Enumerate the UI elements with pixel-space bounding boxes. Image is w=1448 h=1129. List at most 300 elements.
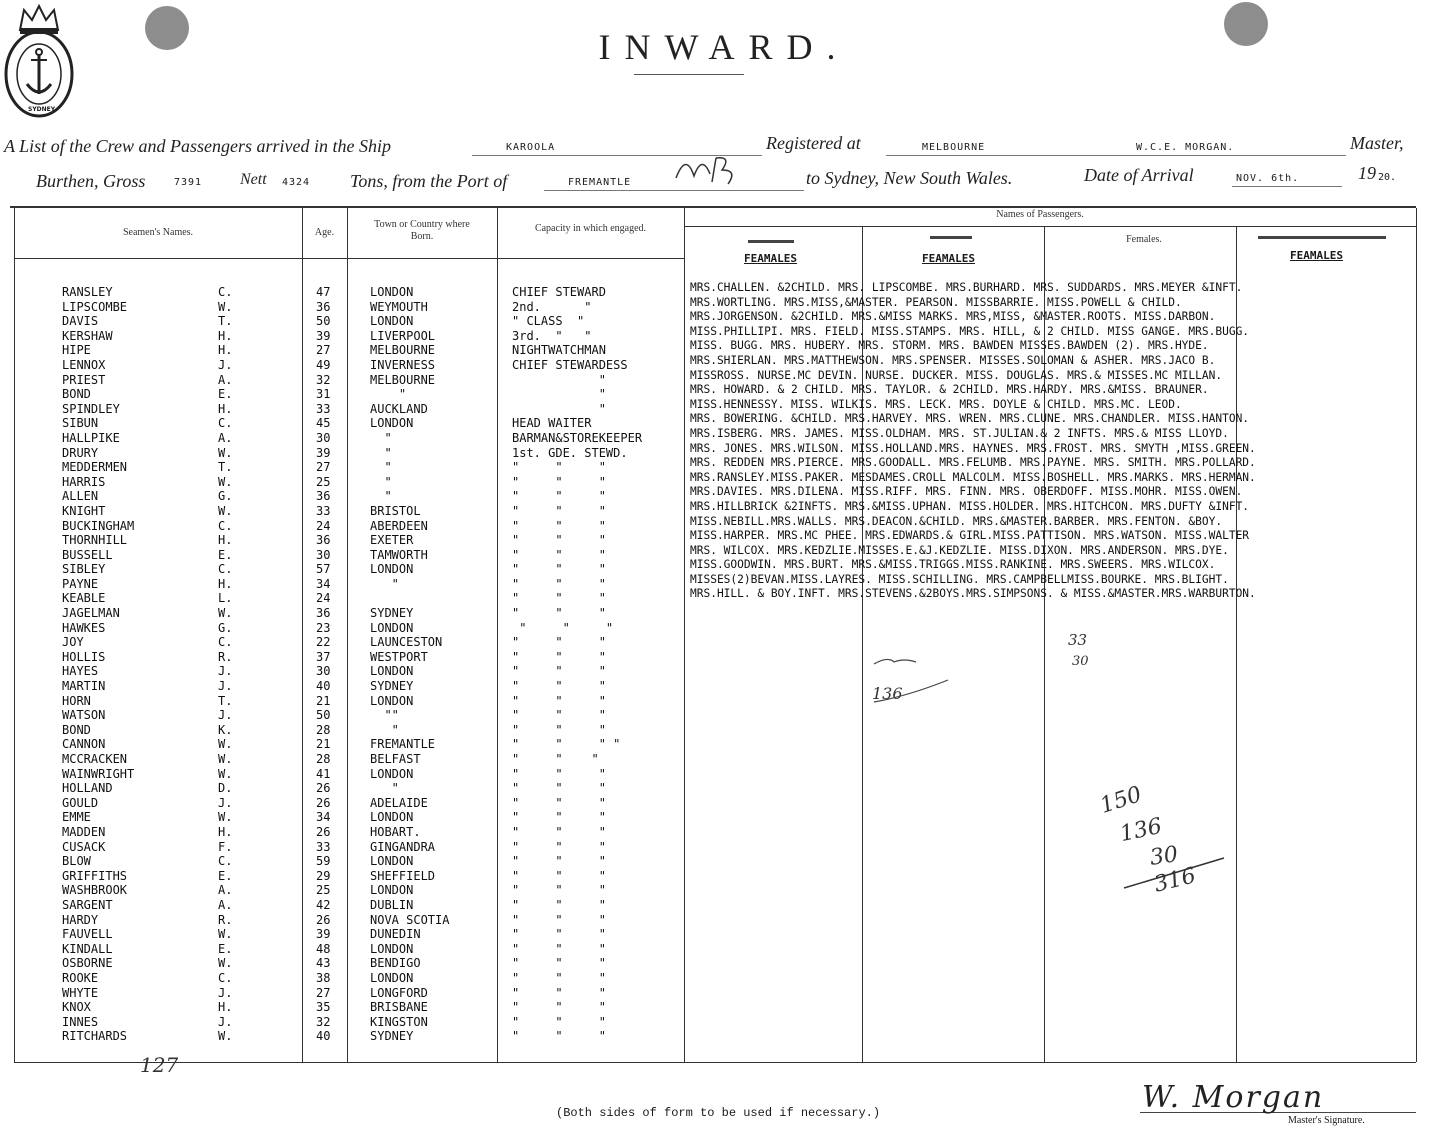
crew-surname: WAINWRIGHT bbox=[62, 766, 135, 781]
crew-capacity: NIGHTWATCHMAN bbox=[512, 343, 606, 358]
crew-capacity: " " " bbox=[512, 460, 606, 475]
crew-capacity: " CLASS " bbox=[512, 314, 585, 329]
col-rule-1 bbox=[14, 208, 15, 1062]
form-title: INWARD. bbox=[598, 27, 850, 67]
crew-surname: HORN bbox=[62, 693, 91, 708]
crew-surname: THORNHILL bbox=[62, 533, 128, 548]
crew-capacity: " " " bbox=[512, 576, 606, 591]
col-town: Town or Country where Born. bbox=[374, 219, 470, 242]
crew-town: LONDON bbox=[370, 285, 414, 299]
crew-surname: CUSACK bbox=[62, 839, 106, 854]
crew-age: 32 bbox=[316, 1014, 331, 1029]
year-suffix: 20. bbox=[1378, 172, 1397, 183]
crew-initial: H. bbox=[218, 1000, 233, 1015]
crew-age: 48 bbox=[316, 941, 331, 956]
crew-capacity: 1st. GDE. STEWD. bbox=[512, 445, 628, 460]
crew-age: 39 bbox=[316, 445, 331, 460]
crew-age: 28 bbox=[316, 752, 331, 766]
header-prefix: A List of the Crew and Passengers arrived in the Ship bbox=[4, 136, 391, 156]
crew-surname-column bbox=[62, 285, 134, 1044]
crew-capacity: " " " bbox=[512, 927, 606, 942]
crew-capacity: " " " bbox=[512, 883, 606, 898]
passenger-line: MRS. HOWARD. & 2 CHILD. MRS. TAYLOR. & 2CHILD. MRS.HARDY. MRS.&MISS. BRAUNER. bbox=[690, 383, 1209, 397]
crew-surname: MADDEN bbox=[62, 824, 106, 839]
crew-town: LONDON bbox=[370, 854, 414, 869]
crew-surname: RANSLEY bbox=[62, 285, 113, 299]
crew-town: LONDON bbox=[370, 416, 414, 431]
crew-age: 21 bbox=[316, 737, 331, 752]
crew-age: 21 bbox=[316, 693, 331, 708]
crew-age: 50 bbox=[316, 708, 331, 723]
crew-town: KINGSTON bbox=[370, 1014, 428, 1029]
registered-label: Registered at bbox=[766, 133, 861, 153]
crew-town bbox=[370, 591, 449, 606]
crew-surname: HARDY bbox=[62, 912, 99, 927]
crew-initial: C. bbox=[218, 854, 233, 869]
crew-age: 33 bbox=[316, 503, 331, 518]
passenger-line: MISS.GOODWIN. MRS.BURT. MRS.&MISS.TRIGGS.MISS.RANKINE. MRS.SWEERS. MRS.WILCOX. bbox=[690, 558, 1216, 572]
crew-capacity: " " " bbox=[512, 824, 606, 839]
crew-initial: T. bbox=[218, 693, 233, 708]
crew-town: LONDON bbox=[370, 766, 414, 781]
crew-town: AUCKLAND bbox=[370, 401, 428, 416]
crew-age: 29 bbox=[316, 868, 331, 883]
feamales-label-3: FEAMALES bbox=[1290, 249, 1343, 262]
crew-initial: J. bbox=[218, 795, 233, 810]
sum-30: 30 bbox=[1148, 842, 1180, 871]
col-passengers: Names of Passengers. bbox=[996, 209, 1084, 220]
crew-age: 30 bbox=[316, 547, 331, 562]
crew-capacity: " " " bbox=[512, 970, 606, 985]
crew-age: 35 bbox=[316, 1000, 331, 1015]
crew-capacity: " " " bbox=[512, 839, 606, 854]
strike-3 bbox=[1258, 236, 1386, 239]
table-top-rule bbox=[10, 206, 1416, 208]
crew-age: 26 bbox=[316, 795, 331, 810]
crew-town: " bbox=[370, 460, 392, 475]
passenger-line: MRS. REDDEN MRS.PIERCE. MRS.GOODALL. MRS.FELUMB. MRS.PAYNE. MRS. SMITH. MRS.POLLARD. bbox=[690, 456, 1256, 470]
crew-initial: L. bbox=[218, 591, 233, 606]
crew-town: ADELAIDE bbox=[370, 795, 428, 810]
crew-surname: BLOW bbox=[62, 854, 91, 869]
crew-age: 34 bbox=[316, 576, 331, 591]
crew-surname: SARGENT bbox=[62, 897, 113, 912]
crew-town: SYDNEY bbox=[370, 1029, 414, 1044]
crew-initial: W. bbox=[218, 503, 233, 518]
crew-age: 27 bbox=[316, 343, 331, 358]
passenger-line: MRS.HILLBRICK &2INFTS. MRS.&MISS.UPHAN. MISS.HOLDER. MRS.HITCHCON. MRS.DUFTY &INFT. bbox=[690, 499, 1250, 513]
crew-capacity: " " " bbox=[512, 664, 606, 679]
crew-capacity: " " " bbox=[512, 518, 606, 533]
crew-initial-column bbox=[218, 285, 232, 1044]
crew-town: LONDON bbox=[370, 970, 414, 985]
crew-surname: GRIFFITHS bbox=[62, 868, 128, 883]
crew-age: 36 bbox=[316, 489, 331, 504]
crew-age: 27 bbox=[316, 460, 331, 475]
crew-surname: HARRIS bbox=[62, 474, 106, 489]
crew-initial: D. bbox=[218, 781, 233, 796]
crew-capacity: HEAD WAITER bbox=[512, 416, 592, 431]
crew-age: 32 bbox=[316, 372, 331, 387]
crew-initial: A. bbox=[218, 897, 233, 912]
from-port: FREMANTLE bbox=[568, 177, 632, 188]
nett-tons: 4324 bbox=[282, 177, 311, 188]
crew-capacity: " " " bbox=[512, 562, 606, 577]
crew-initial: W. bbox=[218, 752, 233, 766]
port-line bbox=[886, 155, 1346, 156]
crew-age: 38 bbox=[316, 970, 331, 985]
passenger-line: MRS.WORTLING. MRS.MISS,&MASTER. PEARSON. MISSBARRIE. MISS.POWELL & CHILD. bbox=[690, 295, 1182, 309]
crew-surname: EMME bbox=[62, 810, 91, 825]
sum-150: 150 bbox=[1097, 782, 1145, 819]
crew-town: " bbox=[370, 430, 392, 445]
crew-initial: E. bbox=[218, 547, 233, 562]
crew-surname: GOULD bbox=[62, 795, 99, 810]
note-30: 30 bbox=[1072, 654, 1089, 669]
crew-initial: W. bbox=[218, 445, 233, 460]
crew-capacity: BARMAN&STOREKEEPER bbox=[512, 430, 643, 445]
sum-136: 136 bbox=[1117, 813, 1165, 848]
crew-initial: R. bbox=[218, 649, 233, 664]
crew-capacity: " " " bbox=[512, 533, 606, 548]
feamales-label-2: FEAMALES bbox=[922, 252, 975, 265]
crew-age: 26 bbox=[316, 824, 331, 839]
col-seamen-names: Seamen's Names. bbox=[122, 227, 194, 238]
crew-capacity: " " " bbox=[512, 708, 606, 723]
crew-surname: SPINDLEY bbox=[62, 401, 120, 416]
crew-capacity: " bbox=[512, 372, 606, 387]
note-136: 136 bbox=[872, 684, 903, 703]
crew-town: "" bbox=[370, 708, 399, 723]
crew-surname: ALLEN bbox=[62, 489, 99, 504]
crew-town: LONDON bbox=[370, 810, 414, 825]
crew-initial: A. bbox=[218, 372, 233, 387]
crew-town: ABERDEEN bbox=[370, 518, 428, 533]
burthen-label: Burthen, Gross bbox=[36, 171, 146, 191]
crew-age: 50 bbox=[316, 314, 331, 329]
sum-316: 316 bbox=[1151, 863, 1199, 898]
crew-initial: C. bbox=[218, 562, 233, 577]
crew-town: LONDON bbox=[370, 562, 414, 577]
crew-town-column bbox=[370, 285, 449, 1044]
crew-surname: PAYNE bbox=[62, 576, 99, 591]
gross-tons: 7391 bbox=[174, 177, 203, 188]
crew-age: 31 bbox=[316, 387, 331, 402]
crew-town: NOVA SCOTIA bbox=[370, 912, 450, 927]
crew-age-column bbox=[316, 285, 330, 1044]
crew-initial: W. bbox=[218, 737, 233, 752]
col-females-small: Females. bbox=[1126, 234, 1162, 245]
crew-age: 26 bbox=[316, 781, 331, 796]
crew-capacity: " " " bbox=[512, 722, 606, 737]
crew-capacity: " " " bbox=[512, 781, 606, 796]
crew-surname: KNOX bbox=[62, 1000, 91, 1015]
crew-initial: C. bbox=[218, 970, 233, 985]
crew-capacity: 3rd. " " bbox=[512, 328, 592, 343]
crew-initial: R. bbox=[218, 912, 233, 927]
crew-initial: C. bbox=[218, 635, 233, 650]
crew-initial: H. bbox=[218, 824, 233, 839]
crew-capacity: " " " bbox=[512, 795, 606, 810]
crew-capacity: " " " bbox=[512, 897, 606, 912]
crew-town: " bbox=[370, 781, 399, 796]
col-age: Age. bbox=[314, 227, 335, 238]
crew-town: LONDON bbox=[370, 693, 414, 708]
passenger-line: MISSES(2)BEVAN.MISS.LAYRES. MISS.SCHILLING. MRS.CAMPBELLMISS.BOURKE. MRS.BLIGHT. bbox=[690, 572, 1229, 586]
crew-capacity: " " " bbox=[512, 547, 606, 562]
crew-age: 24 bbox=[316, 591, 331, 606]
crew-surname: KINDALL bbox=[62, 941, 113, 956]
crew-initial: H. bbox=[218, 343, 233, 358]
crew-capacity: " " " bbox=[512, 606, 606, 621]
passenger-line: MRS. JONES. MRS.WILSON. MISS.HOLLAND.MRS. HAYNES. MRS.FROST. MRS. SMYTH ,MISS.GREEN. bbox=[690, 441, 1256, 455]
master-name: W.C.E. MORGAN. bbox=[1136, 142, 1235, 153]
passenger-line: MISS.PHILLIPI. MRS. FIELD. MISS.STAMPS. MRS. HILL, & 2 CHILD. MISS GANGE. MRS.BUGG. bbox=[690, 324, 1250, 338]
passenger-line: MRS.DAVIES. MRS.DILENA. MISS.RIFF. MRS. FINN. MRS. OBERDOFF. MISS.MOHR. MISS.OWEN. bbox=[690, 485, 1243, 499]
passenger-line: MRS.RANSLEY.MISS.PAKER. MESDAMES.CROLL MALCOLM. MISS.BOSHELL. MRS.MARKS. MRS.HERMAN. bbox=[690, 470, 1256, 484]
crew-capacity: " " " bbox=[512, 912, 606, 927]
crew-town: WESTPORT bbox=[370, 649, 428, 664]
crew-surname: MARTIN bbox=[62, 679, 106, 694]
crew-initial: F. bbox=[218, 839, 233, 854]
crew-surname: DRURY bbox=[62, 445, 99, 460]
crew-initial: J. bbox=[218, 1014, 233, 1029]
crew-initial: W. bbox=[218, 956, 233, 971]
note-scribble bbox=[868, 640, 958, 710]
crew-initial: H. bbox=[218, 401, 233, 416]
crew-town: EXETER bbox=[370, 533, 414, 548]
crew-age: 25 bbox=[316, 474, 331, 489]
crew-town: BENDIGO bbox=[370, 956, 421, 971]
crew-initial: W. bbox=[218, 766, 233, 781]
crew-town: LAUNCESTON bbox=[370, 635, 443, 650]
crew-surname: MEDDERMEN bbox=[62, 460, 128, 475]
crew-surname: WATSON bbox=[62, 708, 106, 723]
crew-age: 39 bbox=[316, 328, 331, 343]
passenger-line: MISS. BUGG. MRS. HUBERY. MRS. STORM. MRS. BAWDEN MISSES.BAWDEN (2). MRS.HYDE. bbox=[690, 339, 1209, 353]
crew-town: DUBLIN bbox=[370, 897, 414, 912]
crew-surname: OSBORNE bbox=[62, 956, 113, 971]
passenger-line: MRS.JORGENSON. &2CHILD. MRS.&MISS MARKS. MRS,MISS, &MASTER.ROOTS. MISS.DARBON. bbox=[690, 310, 1216, 324]
crew-surname: KEABLE bbox=[62, 591, 106, 606]
crew-initial: J. bbox=[218, 679, 233, 694]
crew-town: LONGFORD bbox=[370, 985, 428, 1000]
crew-town: HOBART. bbox=[370, 824, 421, 839]
crew-age: 33 bbox=[316, 401, 331, 416]
crew-town: DUNEDIN bbox=[370, 927, 421, 942]
crew-surname: RITCHARDS bbox=[62, 1029, 128, 1044]
passenger-line: MISS.HARPER. MRS.MC PHEE. MRS.EDWARDS.& GIRL.MISS.PATTISON. MRS.WATSON. MISS.WALTER bbox=[690, 529, 1250, 543]
crew-town: LONDON bbox=[370, 314, 414, 329]
crew-age: 59 bbox=[316, 854, 331, 869]
stamp-text-bottom: SYDNEY bbox=[28, 106, 56, 113]
passenger-line: MRS.CHALLEN. &2CHILD. MRS. LIPSCOMBE. MRS.BURHARD. MRS. SUDDARDS. MRS.MEYER &INFT. bbox=[690, 281, 1243, 294]
crew-capacity: " bbox=[512, 401, 606, 416]
crew-initial: H. bbox=[218, 328, 233, 343]
crew-age: 24 bbox=[316, 518, 331, 533]
crew-surname: BOND bbox=[62, 387, 91, 402]
crew-initial: W. bbox=[218, 810, 233, 825]
crew-age: 45 bbox=[316, 416, 331, 431]
crew-initial: E. bbox=[218, 387, 233, 402]
crew-age: 40 bbox=[316, 679, 331, 694]
crew-capacity: " " " bbox=[512, 474, 606, 489]
crew-town: LONDON bbox=[370, 620, 414, 635]
crew-initial: H. bbox=[218, 533, 233, 548]
crew-age: 25 bbox=[316, 883, 331, 898]
crew-initial: W. bbox=[218, 1029, 233, 1044]
strike-2 bbox=[930, 236, 972, 239]
crew-initial: C. bbox=[218, 518, 233, 533]
crew-town: " bbox=[370, 489, 392, 504]
crew-age: 26 bbox=[316, 912, 331, 927]
crew-initial: E. bbox=[218, 868, 233, 883]
crew-surname: HAWKES bbox=[62, 620, 106, 635]
crew-capacity: " " " bbox=[512, 868, 606, 883]
crew-capacity-column bbox=[512, 285, 642, 1044]
crew-town: " bbox=[370, 576, 399, 591]
col-rule-9 bbox=[1416, 208, 1417, 1062]
col-rule-3 bbox=[347, 208, 348, 1062]
crew-town: MELBOURNE bbox=[370, 343, 436, 358]
crew-surname: DAVIS bbox=[62, 314, 99, 329]
crew-age: 43 bbox=[316, 956, 331, 971]
crew-town: MELBOURNE bbox=[370, 372, 436, 387]
crew-surname: SIBLEY bbox=[62, 562, 106, 577]
crew-initial: J. bbox=[218, 664, 233, 679]
initials-scribble bbox=[672, 148, 752, 188]
crew-initial: A. bbox=[218, 883, 233, 898]
crew-age: 30 bbox=[316, 664, 331, 679]
registered-port: MELBOURNE bbox=[922, 142, 986, 153]
crew-initial: J. bbox=[218, 985, 233, 1000]
passenger-line: MISS.NEBILL.MRS.WALLS. MRS.DEACON.&CHILD. MRS.&MASTER.BARBER. MRS.FENTON. &BOY. bbox=[690, 514, 1223, 528]
crew-surname: HOLLIS bbox=[62, 649, 106, 664]
crew-initial: G. bbox=[218, 620, 233, 635]
crew-initial: W. bbox=[218, 927, 233, 942]
crew-surname: KERSHAW bbox=[62, 328, 113, 343]
crew-capacity: " " " bbox=[512, 752, 599, 766]
crew-initial: W. bbox=[218, 474, 233, 489]
passenger-header-rule bbox=[684, 226, 1416, 227]
crew-capacity: " " " bbox=[512, 591, 606, 606]
crew-initial: T. bbox=[218, 460, 233, 475]
header-line-1 bbox=[4, 136, 391, 157]
crew-town: GINGANDRA bbox=[370, 839, 436, 854]
ship-name: KAROOLA bbox=[506, 142, 556, 153]
master-signature: W. Morgan bbox=[1142, 1080, 1325, 1115]
title-rule bbox=[634, 74, 744, 75]
col-rule-2 bbox=[302, 208, 303, 1062]
crew-age: 37 bbox=[316, 649, 331, 664]
crew-capacity: " " " bbox=[512, 649, 606, 664]
crew-town: LONDON bbox=[370, 883, 414, 898]
crew-town: BRISTOL bbox=[370, 503, 421, 518]
crew-age: 23 bbox=[316, 620, 331, 635]
crew-initial: T. bbox=[218, 314, 233, 329]
crew-town: LONDON bbox=[370, 941, 414, 956]
crew-age: 40 bbox=[316, 1029, 331, 1044]
crew-initial: H. bbox=[218, 576, 233, 591]
crew-town: WEYMOUTH bbox=[370, 299, 428, 314]
crew-surname: BUCKINGHAM bbox=[62, 518, 135, 533]
crew-surname: LIPSCOMBE bbox=[62, 299, 128, 314]
crew-capacity: " " " bbox=[512, 941, 606, 956]
table-bottom-rule bbox=[14, 1062, 1416, 1063]
crew-age: 57 bbox=[316, 562, 331, 577]
crew-surname: JAGELMAN bbox=[62, 606, 120, 621]
footer-note: (Both sides of form to be used if necessary.) bbox=[556, 1106, 881, 1120]
to-label: to Sydney, New South Wales. bbox=[806, 168, 1013, 188]
crew-capacity: " " " bbox=[512, 1029, 606, 1044]
crew-town: " bbox=[370, 474, 392, 489]
crew-surname: WHYTE bbox=[62, 985, 99, 1000]
crew-age: 41 bbox=[316, 766, 331, 781]
crew-surname: HOLLAND bbox=[62, 781, 113, 796]
crew-capacity: " " " bbox=[512, 620, 614, 635]
from-port-line bbox=[544, 190, 804, 191]
crew-town: TAMWORTH bbox=[370, 547, 428, 562]
nett-label: Nett bbox=[240, 171, 267, 188]
crew-surname: CANNON bbox=[62, 737, 106, 752]
crew-surname: BOND bbox=[62, 722, 91, 737]
crew-town: LIVERPOOL bbox=[370, 328, 436, 343]
passenger-line: MRS.HILL. & BOY.INFT. MRS.STEVENS.&2BOYS.MRS.SIMPSONS. & MISS.&MASTER.MRS.WARBURTON. bbox=[690, 587, 1256, 601]
crew-surname: FAUVELL bbox=[62, 927, 113, 942]
crew-capacity: " " " bbox=[512, 503, 606, 518]
header-bottom-rule bbox=[14, 258, 684, 259]
crew-surname: HIPE bbox=[62, 343, 91, 358]
crew-capacity: " bbox=[512, 387, 606, 402]
crew-initial: A. bbox=[218, 430, 233, 445]
crew-age: 27 bbox=[316, 985, 331, 1000]
crew-town: " bbox=[370, 445, 392, 460]
strike-1 bbox=[748, 240, 794, 243]
crew-capacity: " " " bbox=[512, 956, 606, 971]
crew-capacity: " " " bbox=[512, 766, 606, 781]
col-rule-5 bbox=[684, 208, 685, 1062]
crew-count-note: 127 bbox=[140, 1053, 179, 1077]
crew-age: 36 bbox=[316, 606, 331, 621]
crew-initial: C. bbox=[218, 416, 233, 431]
crew-initial: G. bbox=[218, 489, 233, 504]
crew-age: 22 bbox=[316, 635, 331, 650]
crew-initial: K. bbox=[218, 722, 233, 737]
crew-capacity: " " " bbox=[512, 489, 606, 504]
crew-surname: BUSSELL bbox=[62, 547, 113, 562]
arrival-date: NOV. 6th. bbox=[1236, 173, 1300, 184]
crew-town: BELFAST bbox=[370, 752, 421, 766]
arrival-line bbox=[1232, 186, 1342, 187]
crew-surname: WASHBROOK bbox=[62, 883, 128, 898]
crew-initial: J. bbox=[218, 708, 233, 723]
crew-surname: HALLPIKE bbox=[62, 430, 120, 445]
crew-age: 39 bbox=[316, 927, 331, 942]
passenger-list bbox=[690, 281, 1256, 602]
col-rule-4 bbox=[497, 208, 498, 1062]
crew-surname: KNIGHT bbox=[62, 503, 106, 518]
crew-town: SHEFFIELD bbox=[370, 868, 436, 883]
passenger-line: MISS.HENNESSY. MISS. WILKIS. MRS. LECK. MRS. DOYLE & CHILD. MRS.MC. LEOD. bbox=[690, 397, 1182, 411]
passenger-line: MRS. BOWERING. &CHILD. MRS.HARVEY. MRS. WREN. MRS.CLUNE. MRS.CHANDLER. MISS.HANTON. bbox=[690, 412, 1250, 426]
year-prefix: 19 bbox=[1358, 163, 1376, 183]
crew-town: LONDON bbox=[370, 664, 414, 679]
crew-capacity: " " " " bbox=[512, 737, 621, 752]
passenger-line: MISSROSS. NURSE.MC DEVIN. NURSE. DUCKER. MISS. DOUGLAS. MRS.& MISSES.MC MILLAN. bbox=[690, 368, 1223, 382]
crew-capacity: CHIEF STEWARDESS bbox=[512, 357, 628, 372]
crew-capacity: CHIEF STEWARD bbox=[512, 285, 606, 299]
crew-initial: W. bbox=[218, 299, 233, 314]
